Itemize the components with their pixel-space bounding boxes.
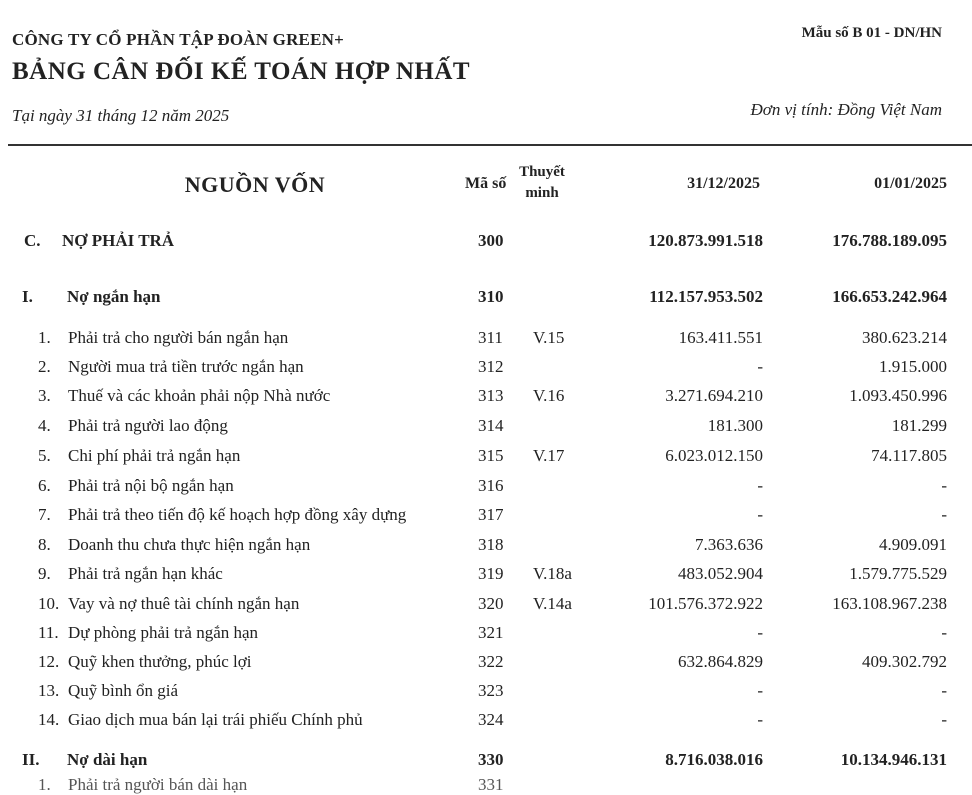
table-row (0, 750, 972, 776)
row-number: 6. (38, 476, 51, 495)
column-header-period-start: 01/01/2025 (874, 175, 947, 192)
row-number: 7. (38, 505, 51, 524)
table-row (0, 775, 972, 795)
row-label: Vay và nợ thuê tài chính ngắn hạn (68, 594, 300, 613)
row-note: V.16 (533, 386, 565, 405)
row-value-period-start: 74.117.805 (871, 446, 947, 465)
row-value-period-end: - (757, 681, 763, 700)
row-value-period-end: 7.363.636 (695, 535, 763, 554)
table-row (0, 446, 972, 472)
row-value-period-start: 181.299 (891, 416, 947, 435)
row-number: 14. (38, 710, 60, 729)
company-name: CÔNG TY CỔ PHẦN TẬP ĐOÀN GREEN+ (12, 30, 344, 49)
row-value-period-end: 163.411.551 (678, 328, 763, 347)
form-code: Mẫu số B 01 - DN/HN (801, 25, 942, 41)
row-number: 2. (38, 357, 51, 376)
row-number: I. (22, 287, 33, 306)
row-number: 10. (38, 594, 60, 613)
table-row (0, 416, 972, 442)
column-header-code: Mã số (465, 175, 507, 192)
row-value-period-start: - (941, 476, 947, 495)
row-value-period-start: 10.134.946.131 (840, 750, 947, 769)
row-label: Phải trả người lao động (68, 416, 228, 435)
row-label: Phải trả nội bộ ngắn hạn (68, 476, 234, 495)
row-value-period-end: 6.023.012.150 (665, 446, 763, 465)
row-label: Nợ ngắn hạn (67, 287, 161, 306)
row-number: 5. (38, 446, 51, 465)
row-value-period-start: 4.909.091 (879, 535, 947, 554)
column-header-note: Thuyết minh (519, 164, 565, 201)
header-divider (8, 144, 972, 146)
row-value-period-end: 632.864.829 (678, 652, 763, 671)
row-number: 11. (38, 623, 59, 642)
table-row (0, 623, 972, 649)
currency-unit: Đơn vị tính: Đồng Việt Nam (750, 100, 942, 119)
table-row (0, 564, 972, 590)
row-value-period-start: 409.302.792 (862, 652, 947, 671)
row-number: 13. (38, 681, 60, 700)
row-note: V.14a (533, 594, 572, 613)
row-number: 1. (38, 328, 51, 347)
row-code: 330 (478, 750, 504, 769)
row-number: C. (24, 231, 41, 250)
row-code: 313 (478, 386, 504, 405)
row-value-period-start: 1.579.775.529 (849, 564, 947, 583)
row-code: 314 (478, 416, 504, 435)
row-code: 318 (478, 535, 504, 554)
row-code: 323 (478, 681, 504, 700)
table-row (0, 476, 972, 502)
table-row (0, 357, 972, 383)
row-code: 310 (478, 287, 504, 306)
row-value-period-end: 101.576.372.922 (648, 594, 763, 613)
row-code: 317 (478, 505, 504, 524)
row-label: Người mua trả tiền trước ngắn hạn (68, 357, 304, 376)
table-row (0, 652, 972, 678)
report-date: Tại ngày 31 tháng 12 năm 2025 (12, 106, 230, 125)
row-code: 316 (478, 476, 504, 495)
row-label: Phải trả người bán dài hạn (68, 775, 248, 794)
row-code: 320 (478, 594, 504, 613)
row-value-period-start: 166.653.242.964 (832, 287, 947, 306)
column-header-period-end: 31/12/2025 (687, 175, 760, 192)
row-value-period-start: 163.108.967.238 (832, 594, 947, 613)
row-value-period-end: - (757, 623, 763, 642)
row-value-period-start: 1.915.000 (879, 357, 947, 376)
row-number: 12. (38, 652, 60, 671)
row-code: 324 (478, 710, 504, 729)
row-code: 322 (478, 652, 504, 671)
row-code: 315 (478, 446, 504, 465)
row-label: Thuế và các khoản phải nộp Nhà nước (68, 386, 331, 405)
row-number: 1. (38, 775, 51, 794)
row-note: V.17 (533, 446, 565, 465)
row-value-period-end: - (757, 357, 763, 376)
row-value-period-end: 112.157.953.502 (649, 287, 763, 306)
row-note: V.18a (533, 564, 572, 583)
row-label: Nợ dài hạn (67, 750, 148, 769)
row-label: Phải trả theo tiến độ kế hoạch hợp đồng xây dựng (68, 505, 407, 524)
table-row (0, 681, 972, 707)
row-code: 311 (478, 328, 503, 347)
table-row (0, 386, 972, 412)
report-title: BẢNG CÂN ĐỐI KẾ TOÁN HỢP NHẤT (12, 58, 471, 85)
row-code: 321 (478, 623, 504, 642)
row-value-period-end: 3.271.694.210 (665, 386, 763, 405)
row-label: Dự phòng phải trả ngắn hạn (68, 623, 259, 642)
row-number: 4. (38, 416, 51, 435)
row-value-period-end: 120.873.991.518 (648, 231, 763, 250)
row-number: 9. (38, 564, 51, 583)
row-label: Chi phí phải trả ngắn hạn (68, 446, 241, 465)
row-value-period-start: 176.788.189.095 (832, 231, 947, 250)
row-label: Phải trả ngắn hạn khác (68, 564, 223, 583)
row-value-period-end: - (757, 476, 763, 495)
row-value-period-end: 181.300 (707, 416, 763, 435)
row-number: 8. (38, 535, 51, 554)
row-label: Giao dịch mua bán lại trái phiếu Chính phủ (68, 710, 363, 729)
row-code: 319 (478, 564, 504, 583)
row-value-period-end: - (757, 710, 763, 729)
table-row (0, 231, 972, 257)
row-number: II. (22, 750, 40, 769)
row-code: 300 (478, 231, 504, 250)
table-row (0, 505, 972, 531)
table-row (0, 535, 972, 561)
row-number: 3. (38, 386, 51, 405)
row-code: 312 (478, 357, 504, 376)
row-value-period-end: 8.716.038.016 (665, 750, 763, 769)
row-value-period-start: - (941, 710, 947, 729)
row-label: Phải trả cho người bán ngắn hạn (68, 328, 289, 347)
row-value-period-start: - (941, 623, 947, 642)
row-value-period-start: - (941, 505, 947, 524)
row-code: 331 (478, 775, 504, 794)
row-value-period-start: 380.623.214 (862, 328, 947, 347)
table-row (0, 287, 972, 313)
column-header-section: NGUỒN VỐN (184, 172, 326, 197)
row-note: V.15 (533, 328, 565, 347)
table-row (0, 328, 972, 354)
row-value-period-start: 1.093.450.996 (849, 386, 947, 405)
row-value-period-end: - (757, 505, 763, 524)
table-row (0, 594, 972, 620)
table-row (0, 710, 972, 736)
row-label: Quỹ khen thưởng, phúc lợi (68, 652, 252, 671)
row-label: Doanh thu chưa thực hiện ngắn hạn (68, 535, 311, 554)
row-label: Quỹ bình ổn giá (68, 681, 179, 700)
row-label: NỢ PHẢI TRẢ (62, 231, 175, 250)
row-value-period-end: 483.052.904 (678, 564, 763, 583)
row-value-period-start: - (941, 681, 947, 700)
